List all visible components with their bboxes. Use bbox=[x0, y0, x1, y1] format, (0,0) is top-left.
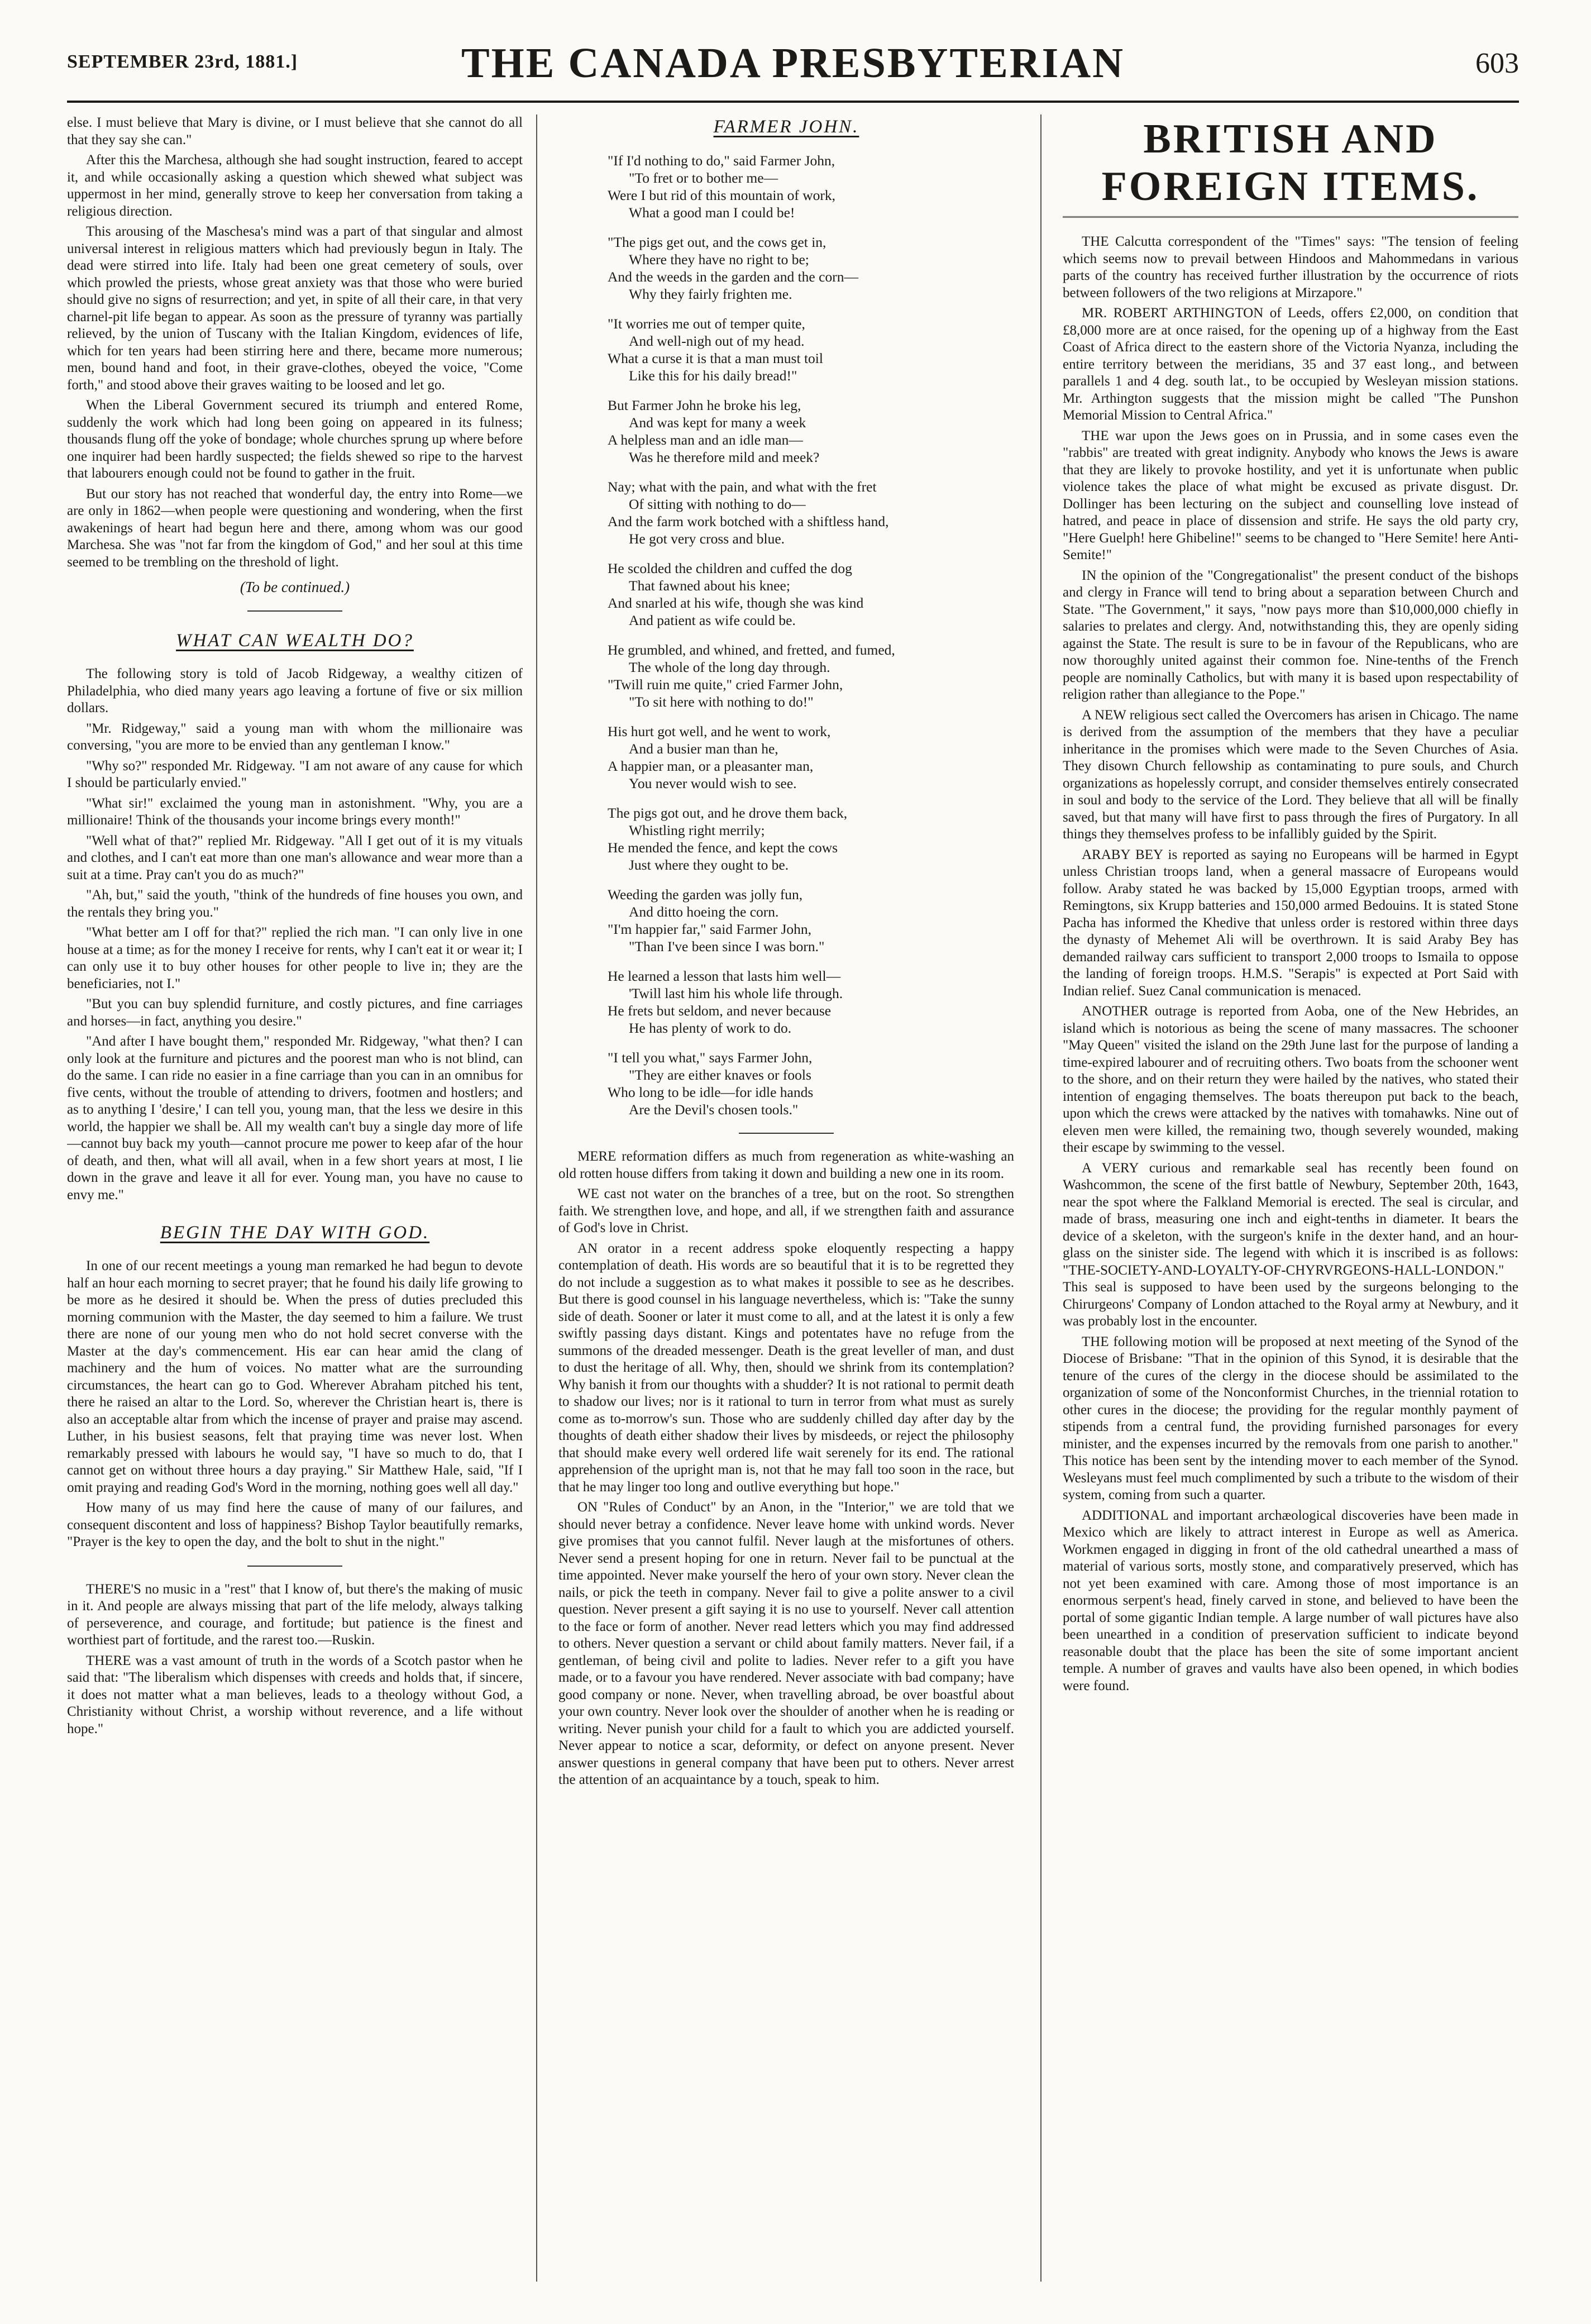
poem-line: Like this for his daily bread!" bbox=[629, 368, 797, 384]
poem-line: The whole of the long day through. bbox=[629, 659, 830, 675]
column-middle bbox=[558, 114, 1014, 2304]
poem-line: Where they have no right to be; bbox=[629, 251, 809, 268]
news-item: A NEW religious sect called the Overcomers has arisen in Chicago. The name is derived from the assumption of the members that they have a peculiar inheritance in the promises which were made to the Seven Churches of Asia. They disown Church fellowship as contaminating to pure souls, and Church organizations as hopelessly corrupt, and consider themselves entirely consecrated in soul and body to the service of the Lord. They believe that all will be finally saved, but that many will have first to pass through the fires of Purgatory. In all things they themselves profess to be infallibly guided by the Spirit. bbox=[1063, 707, 1518, 842]
poem-line: What a good man I could be! bbox=[629, 204, 795, 221]
poem-line: That fawned about his knee; bbox=[629, 578, 790, 594]
poem-line: He mended the fence, and kept the cows bbox=[608, 839, 838, 856]
poem-line: You never would wish to see. bbox=[629, 775, 797, 791]
poem-line: 'Twill last him his whole life through. bbox=[629, 985, 843, 1001]
poem-stanza bbox=[558, 233, 1014, 303]
poem-line: He frets but seldom, and never because bbox=[608, 1003, 832, 1019]
paragraph: But our story has not reached that wonderful day, the entry into Rome—we are only in 1862—when people were questioning and wondering, when the first awakenings of heart had begun here and there, among whom was our good Marchesa. She was "not far from the kingdom of God," and her soul at this time seemed to be trembling on the threshold of light. bbox=[67, 486, 523, 570]
poem-line: His hurt got well, and he went to work, bbox=[608, 723, 831, 739]
poem-line: A happier man, or a pleasanter man, bbox=[608, 758, 814, 774]
paragraph: "And after I have bought them," responded Mr. Ridgeway, "what then? I can only look at the furniture and pictures and the poorest man who is not blind, can do the same. I can ride no easier in a fine carriage than you can in an omnibus for five cents, without the trouble of attending to drivers, footmen and hostlers; and as to anything I 'desire,' I can tell you, young man, that the less we desire in this world, the happier we shall be. All my wealth can't buy a single day more of life—cannot buy back my youth—cannot procure me power to keep afar of the hour of death, and then, what will all avail, when in a few short years at most, I lie down in the grave and leave it all for ever. Young man, you have no cause to envy me." bbox=[67, 1034, 523, 1202]
column-right bbox=[1063, 114, 1518, 2304]
poem-line: Whistling right merrily; bbox=[629, 822, 765, 838]
poem-line: And well-nigh out of my head. bbox=[629, 333, 805, 349]
newspaper-title: THE CANADA PRESBYTERIAN bbox=[461, 40, 1125, 87]
poem-line: Nay; what with the pain, and what with the fret bbox=[608, 479, 877, 495]
poem-line: "It worries me out of temper quite, bbox=[608, 316, 805, 332]
poem-line: And patient as wife could be. bbox=[629, 612, 796, 628]
poem-line: Of sitting with nothing to do— bbox=[629, 496, 806, 512]
poem-line: A helpless man and an idle man— bbox=[608, 432, 803, 448]
news-item: IN the opinion of the "Congregationalist" the present conduct of the bishops and clergy in France will tend to bring about a separation between Church and State. "The Government," it says, "now pays more than $10,000,000 chiefly in salaries to prelates and clergy. And, notwithstanding this, they are openly siding against the State. The result is sure to be in favour of the Republicans, who are now thoroughly united against their common foe. Nine-tenths of the French people are nominally Catholics, but with many it is based upon respectability of religion rather than allegiance to the Pope." bbox=[1063, 567, 1518, 702]
paragraph: When the Liberal Government secured its triumph and entered Rome, suddenly the work which had long been going on appeared in its fulness; thousands flung off the yoke of bondage; whole churches sprung up where before one inquirer had been hardly suspected; the fields shewed so ripe to the harvest that labourers enough could not be found to gather in the fruit. bbox=[67, 398, 523, 481]
separator bbox=[247, 610, 342, 612]
masthead bbox=[67, 39, 1519, 103]
poem-stanza bbox=[558, 397, 1014, 466]
poem-line: And the weeds in the garden and the corn— bbox=[608, 269, 858, 285]
poem-line: "I tell you what," says Farmer John, bbox=[608, 1049, 813, 1066]
poem-line: He has plenty of work to do. bbox=[629, 1020, 792, 1036]
news-item: THE war upon the Jews goes on in Prussia, and in some cases even the "rabbis" are treated with great indignity. Anybody who knows the Jews is aware that they are likely to provoke hostility, and yet it is unfortunate when public violence takes the place of what might be excused as private disgust. Dr. Dollinger has been lecturing on the subject and counselling love instead of hatred, and peace in place of dissension and strife. He says the old party cry, "Here Guelph! here Ghibeline!" seems to be changed to "Here Semite! here Anti-Semite!" bbox=[1063, 428, 1518, 562]
paragraph: After this the Marchesa, although she had sought instruction, feared to accept it, and while occasionally asking a question which shewed what subject was uppermost in her mind, generally strove to keep her conversation from taking a religious direction. bbox=[67, 152, 523, 219]
paragraph: "What sir!" exclaimed the young man in astonishment. "Why, you are a millionaire! Think of the thousands your income brings every month!" bbox=[67, 795, 523, 828]
poem-line: "To fret or to bother me— bbox=[629, 170, 778, 186]
poem-line: He scolded the children and cuffed the dog bbox=[608, 560, 852, 576]
column-rule bbox=[536, 114, 537, 2282]
poem-line: He got very cross and blue. bbox=[629, 531, 785, 547]
poem-stanza bbox=[558, 1049, 1014, 1118]
poem-line: What a curse it is that a man must toil bbox=[608, 350, 823, 366]
poem-line: Are the Devil's chosen tools." bbox=[629, 1101, 799, 1118]
news-item: ANOTHER outrage is reported from Aoba, one of the New Hebrides, an island which is notorious as being the scene of many massacres. The schooner "May Queen" visited the island on the 29th June last for the purpose of landing a time-expired labourer and of recruiting others. Two boats from the schooner went to the shore, and on their return they were hailed by the natives, who stated their intention of engaging themselves. The boats thereupon put back to the beach, upon which the crews were attacked by the natives with tomahawks. Nine out of eleven men were killed, the remaining two, though severely wounded, making their escape by swimming to the vessel. bbox=[1063, 1004, 1518, 1155]
poem-line: Why they fairly frighten me. bbox=[629, 286, 792, 302]
poem-stanza bbox=[558, 967, 1014, 1037]
separator bbox=[247, 1566, 342, 1567]
paragraph: This arousing of the Maschesa's mind was a part of that singular and almost universal interest in religious matters which had previously begun in Italy. The dead were stirred into life. Italy had been one great cemetery of souls, over which prowled the priests, whose great anxiety was that those who were buried should give no signs of resurrection; and yet, in spite of all their care, in that very charnel-pit life began to appear. As soon as the pressure of tyranny was partially relieved, by the union of Tuscany with the Italian Kingdom, evidences of life, which for ten years had been stirring here and there, became more numerous; men, bound hand and foot, in their grave-clothes, obeyed the voice, "Come forth," and stood above their graves waiting to be loosed and let go. bbox=[67, 224, 523, 393]
poem-line: Were I but rid of this mountain of work, bbox=[608, 187, 835, 203]
poem-line: "If I'd nothing to do," said Farmer John, bbox=[608, 152, 835, 169]
poem-line: "I'm happier far," said Farmer John, bbox=[608, 921, 811, 937]
separator bbox=[739, 1133, 834, 1134]
page-number: 603 bbox=[1475, 47, 1519, 79]
article-heading-begin-day: BEGIN THE DAY WITH GOD. bbox=[160, 1223, 430, 1243]
paragraph: The following story is told of Jacob Ridgeway, a wealthy citizen of Philadelphia, who died many years ago leaving a fortune of five or six million dollars. bbox=[67, 666, 523, 715]
poem-line: He grumbled, and whined, and fretted, and fumed, bbox=[608, 642, 895, 658]
paragraph: else. I must believe that Mary is divine, or I must believe that she cannot do all that they say she can." bbox=[67, 115, 523, 147]
paragraph: THERE'S no music in a "rest" that I know of, but there's the making of music in it. And people are always missing that part of the life melody, always talking of perseverence, and courage, and fortitude; but patience is the finest and worthiest part of fortitude, and the rarest too.—Ruskin. bbox=[67, 1581, 523, 1648]
article-heading-wealth: WHAT CAN WEALTH DO? bbox=[176, 631, 414, 651]
news-item: THE Calcutta correspondent of the "Times" says: "The tension of feeling which seems now to prevail between Hindoos and Mahommedans in various parts of the country has received further illustration by the occurrence of riots between followers of the two religions at Mirzapore." bbox=[1063, 234, 1518, 300]
poem-line: "They are either knaves or fools bbox=[629, 1067, 811, 1083]
poem-line: He learned a lesson that lasts him well— bbox=[608, 968, 841, 984]
poem-stanza bbox=[558, 478, 1014, 547]
poem-line: Who long to be idle—for idle hands bbox=[608, 1084, 814, 1100]
news-item: MR. ROBERT ARTHINGTON of Leeds, offers £2,000, on condition that £8,000 more are at once raised, for the opening up of a highway from the East Coast of Africa direct to the eastern shore of the Victoria Nyanza, including the entire territory between the meridians, 35 and 37 east long., and between parallels 1 and 4 deg. south lat., to be occupied by Wesleyan mission stations. Mr. Arthington suggests that the mission might be called "The Punshon Memorial Mission to Central Africa." bbox=[1063, 306, 1518, 423]
poem-stanza bbox=[558, 560, 1014, 629]
news-item: ARABY BEY is reported as saying no Europeans will be harmed in Egypt unless Christian troops land, when a general massacre of Europeans would follow. Araby stated he was backed by 15,000 Egyptian troops, armed with Remingtons, six Krupp batteries and 150,000 armed Bedouins. It is stated Stone Pacha has informed the Khedive that unless order is restored within three days the dynasty of Mehemet Ali will be overthrown. It is said Araby Bey has demanded railway cars sufficient to transport 2,000 troops to Ismaila to oppose the landing of foreign troops. H.M.S. "Serapis" is expected at Port Said with Indian relief. Suez Canal communication is menaced. bbox=[1063, 847, 1518, 999]
issue-date: SEPTEMBER 23rd, 1881.] bbox=[67, 51, 298, 72]
paragraph: In one of our recent meetings a young man remarked he had begun to devote half an hour each morning to secret prayer; that he found his daily life growing to be more as he desired it should be. When the press of duties precluded this morning communion with the Master, the day seemed to him a failure. We trust there are none of our young men who do not hold secret converse with the Master at the day's commencement. His ear can hear amid the clang of machinery and the hum of voices. No matter what are the surrounding circumstances, the heart can go to God. Wherever Abraham pitched his tent, there he raised an altar to the Lord. So, wherever the Christian heart is, there is also an acceptable altar from which the incense of prayer and praise may ascend. Luther, in his busiest seasons, felt that praying time was never lost. When remarkably pressed with labours he would say, "I have so much to do, that I cannot get on without three hours a day praying." Sir Matthew Hale, said, "If I omit praying and reading God's Word in the morning, nothing goes well all day." bbox=[67, 1258, 523, 1495]
poem bbox=[558, 152, 1014, 1118]
news-item: ADDITIONAL and important archæological discoveries have been made in Mexico which are likely to attract interest in Europe as well as America. Workmen engaged in digging in front of the old cathedral unearthed a mass of material of various sorts, mostly stone, and comparatively preserved, which has not yet been examined with care. Among those of most importance is an enormous serpent's head, finely carved in stone, and believed to have been the portal of some gigantic Indian temple. A large number of wall pictures have also been unearthed in a condition of preservation sufficient to indicate beyond reasonable doubt that the place has been the site of some important ancient temple. A number of graves and vaults have also been opened, in which bodies were found. bbox=[1063, 1507, 1518, 1693]
poem-stanza bbox=[558, 804, 1014, 874]
paragraph: "But you can buy splendid furniture, and costly pictures, and fine carriages and horses—in fact, anything you desire." bbox=[67, 996, 523, 1029]
to-be-continued: (To be continued.) bbox=[240, 579, 350, 595]
poem-line: And snarled at his wife, though she was kind bbox=[608, 595, 864, 611]
poem-line: "Twill ruin me quite," cried Farmer John, bbox=[608, 676, 843, 693]
news-item: A VERY curious and remarkable seal has recently been found on Washcommon, the scene of the first battle of Newbury, September 20th, 1643, near the spot where the Falkland Memorial is erected. The seal is circular, and made of brass, measuring one inch and eight-tenths in diameter. It bears the device of a skeleton, with the surgeon's knife in the dexter hand, and an hour-glass on the sinister side. The legend with which it is inscribed is as follows: "THE-SOCIETY-AND-LOYALTY-OF-CHYRVRGEONS-HALL-LONDON." This seal is supposed to have been used by the surgeons belonging to the Chirurgeons' Company of London attached to the Royal army at Newbury, and it was probably lost in the encounter. bbox=[1063, 1160, 1518, 1329]
poem-line: And was kept for many a week bbox=[629, 414, 806, 431]
poem-stanza bbox=[558, 152, 1014, 221]
poem-line: "The pigs get out, and the cows get in, bbox=[608, 234, 826, 250]
poem-stanza bbox=[558, 641, 1014, 710]
column-left bbox=[67, 114, 523, 2304]
paragraph: MERE reformation differs as much from regeneration as white-washing an old rotten house differs from taking it down and building a new one in its room. bbox=[558, 1149, 1014, 1181]
poem-line: Was he therefore mild and meek? bbox=[629, 449, 820, 465]
news-item: THE following motion will be proposed at next meeting of the Synod of the Diocese of Brisbane: "That in the opinion of this Synod, it is desirable that the tenure of the cures of the clergy in the diocese should be assimilated to the organization of some of the Nonconformist Churches, in the triennial rotation to other cures in the diocese; the providing for the regular monthly payment of stipends from a central fund, the providing furnished parsonages for every minister, and the expenses incurred by the removals from one parish to another." This notice has been sent by the intending mover to each member of the Synod. Wesleyans must feel much complimented by such a tribute to the wisdom of their system, coming from such a quarter. bbox=[1063, 1334, 1518, 1502]
poem-line: But Farmer John he broke his leg, bbox=[608, 397, 801, 413]
column-rule bbox=[1040, 114, 1041, 2282]
poem-stanza bbox=[558, 886, 1014, 955]
poem-line: "Than I've been since I was born." bbox=[629, 938, 825, 955]
poem-line: And the farm work botched with a shiftless hand, bbox=[608, 513, 889, 529]
paragraph: "What better am I off for that?" replied the rich man. "I can only live in one house at a time; as for the money I receive for rents, why I can't eat it or wear it; I can only use it to buy other houses for other people to live in; they are the beneficiaries, not I." bbox=[67, 925, 523, 991]
paragraph: "Ah, but," said the youth, "think of the hundreds of fine houses you own, and the rentals they bring you." bbox=[67, 887, 523, 920]
poem-stanza bbox=[558, 315, 1014, 384]
poem-line: The pigs got out, and he drove them back, bbox=[608, 805, 848, 821]
poem-title: FARMER JOHN. bbox=[713, 117, 859, 137]
paragraph: THERE was a vast amount of truth in the words of a Scotch pastor when he said that: "The liberalism which dispenses with creeds and holds that, if sincere, it does not matter what a man believes, leads to a theology without God, a Christianity without Christ, a worship without reverence, and a life without hope." bbox=[67, 1653, 523, 1736]
paragraph: AN orator in a recent address spoke eloquently respecting a happy contemplation of death. His words are so beautiful that it is to be regretted they do not include a suggestion as to what makes it possible to see as he describes. But there is good counsel in his language nevertheless, which is: "Take the sunny side of death. Sooner or later it must come to all, and at the latest it is only a few swiftly passing days distant. Kings and potentates have no refuge from the summons of the dreaded messenger. Death is the great leveller of man, and dust to dust the heritage of all. Why, then, should we shrink from its contemplation? Why banish it from our thoughts with a shudder? It is not rational to permit death to shadow our lives; nor is it rational to turn in terror from what must as surely come as to-morrow's sun. Those who are suddenly chilled day after day by the thoughts of death either shadow their lives by misdeeds, or reject the philosophy that should make every well ordered life wait serenely for its end. The rational apprehension of the upright man is, not that he may fall too soon in the race, but that he may linger too long and outlive everything but hope." bbox=[558, 1240, 1014, 1495]
poem-line: And a busier man than he, bbox=[629, 741, 778, 757]
paragraph: WE cast not water on the branches of a tree, but on the root. So strengthen faith. We strengthen love, and hope, and all, if we strengthen faith and assurance of God's love in Christ. bbox=[558, 1186, 1014, 1235]
poem-line: Weeding the garden was jolly fun, bbox=[608, 886, 803, 903]
paragraph: "Why so?" responded Mr. Ridgeway. "I am not aware of any cause for which I should be particularly envied." bbox=[67, 758, 523, 790]
poem-line: "To sit here with nothing to do!" bbox=[629, 694, 814, 710]
paragraph: "Mr. Ridgeway," said a young man with whom the millionaire was conversing, "you are more to be envied than any gentleman I know." bbox=[67, 720, 523, 753]
poem-stanza bbox=[558, 723, 1014, 792]
paragraph: ON "Rules of Conduct" by an Anon, in the "Interior," we are told that we should never betray a confidence. Never leave home with unkind words. Never give promises that you cannot fulfil. Never laugh at the misfortunes of others. Never send a present hoping for one in return. Never fail to be punctual at the time appointed. Never make yourself the hero of your own story. Never clean the nails, or pick the teeth in company. Never fail to give a polite answer to a civil question. Never present a gift saying it is no use to yourself. Never call attention to the face or form of another. Never read letters which you may find addressed to others. Never question a servant or child about family matters. Never fail, if a gentleman, of being civil and polite to ladies. Never refer to a gift you have made, or to a favour you have rendered. Never associate with bad company; have good company or none. Never, when travelling abroad, be over boastful about your own country. Never look over the shoulder of another when he is reading or writing. Never punish your child for a fault to which you are addicted yourself. Never appear to notice a scar, deformity, or defect on anyone present. Never answer questions in general company that have been put to others. Never arrest the attention of an acquaintance by a touch, speak to him. bbox=[558, 1500, 1014, 1787]
poem-line: And ditto hoeing the corn. bbox=[629, 904, 779, 920]
poem-line: Just where they ought to be. bbox=[629, 857, 789, 873]
section-heading: BRITISH AND FOREIGN ITEMS. bbox=[1063, 116, 1518, 218]
paragraph: How many of us may find here the cause of many of our failures, and consequent discontent and loss of happiness? Bishop Taylor beautifully remarks, "Prayer is the key to open the day, and the bolt to shut in the night." bbox=[67, 1500, 523, 1549]
paragraph: "Well what of that?" replied Mr. Ridgeway. "All I get out of it is my vituals and clothes, and I can't eat more than one man's allowance and wear more than a suit at a time. Pray can't you do as much?" bbox=[67, 833, 523, 882]
